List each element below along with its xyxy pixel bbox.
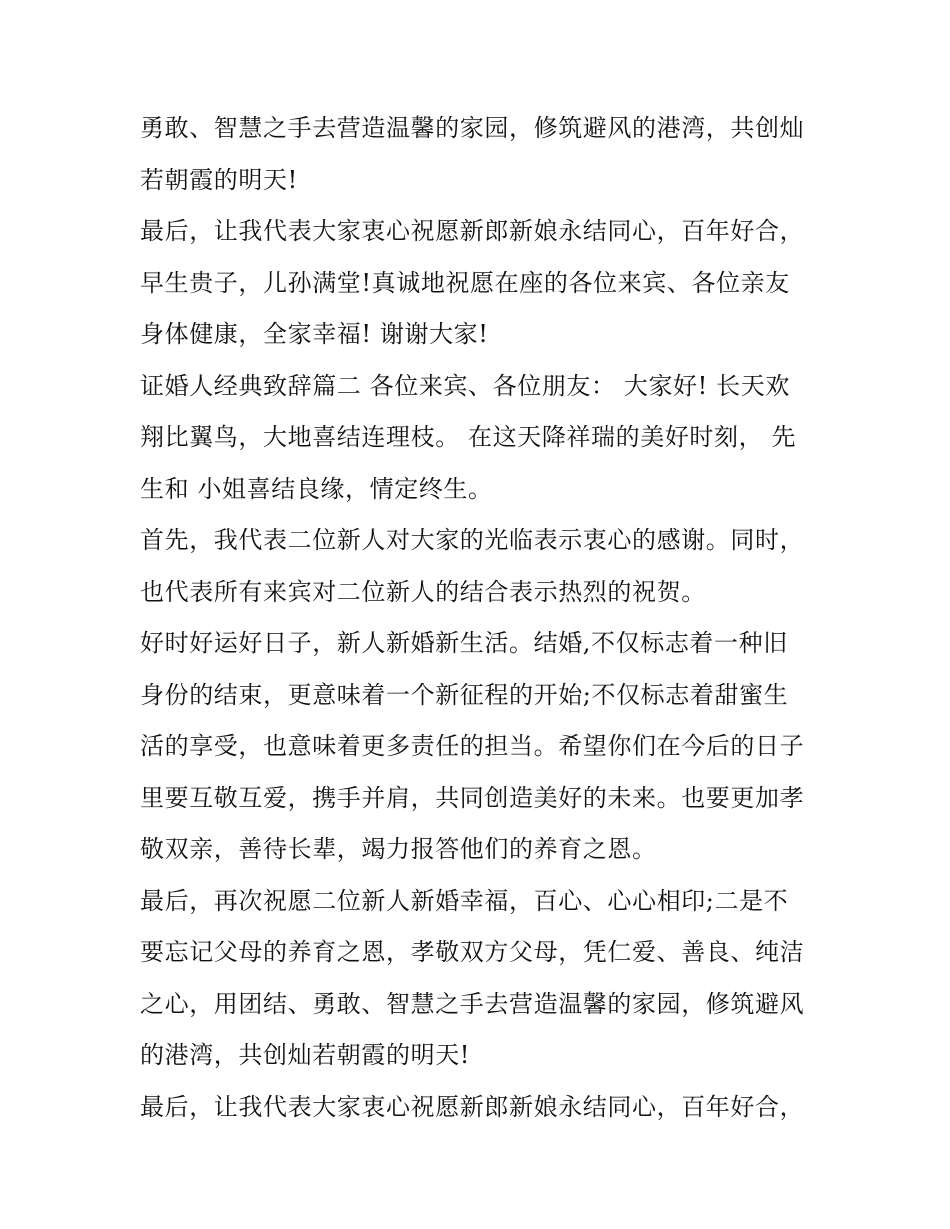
text-line: 最后，让我代表大家衷心祝愿新郎新娘永结同心，百年好合， [140,1092,805,1121]
text-line: 之心，用团结、勇敢、智慧之手去营造温馨的家园，修筑避风 [140,989,805,1018]
text-line: 身份的结束，更意味着一个新征程的开始;不仅标志着甜蜜生 [140,680,789,709]
text-line: 证婚人经典致辞篇二 各位来宾、各位朋友： 大家好! 长天欢 [140,371,790,400]
document-body [140,103,830,1133]
text-line: 若朝霞的明天! [140,165,298,194]
text-line: 生和 小姐喜结良缘，情定终生。 [140,474,493,503]
text-line: 的港湾，共创灿若朝霞的明天! [140,1041,471,1069]
text-line: 早生贵子，儿孙满堂!真诚地祝愿在座的各位来宾、各位亲友 [140,268,790,297]
text-line: 勇敢、智慧之手去营造温馨的家园，修筑避风的港湾，共创灿 [140,114,805,142]
text-line: 翔比翼鸟，大地喜结连理枝。 在这天降祥瑞的美好时刻， 先 [140,423,797,451]
text-line: 活的享受，也意味着更多责任的担当。希望你们在今后的日子 [140,732,805,760]
text-line: 最后，让我代表大家衷心祝愿新郎新娘永结同心，百年好合， [140,217,805,245]
text-line: 身体健康，全家幸福! 谢谢大家! [140,320,489,348]
text-line: 也代表所有来宾对二位新人的结合表示热烈的祝贺。 [140,577,706,606]
text-line: 首先，我代表二位新人对大家的光临表示衷心的感谢。同时， [140,526,805,554]
text-line: 好时好运好日子，新人新婚新生活。结婚,不仅标志着一种旧 [140,629,788,657]
text-line: 要忘记父母的养育之恩，孝敬双方父母，凭仁爱、善良、纯洁 [140,938,805,966]
text-line: 最后，再次祝愿二位新人新婚幸福，百心、心心相印;二是不 [140,886,789,915]
text-line: 里要互敬互爱，携手并肩，共同创造美好的未来。也要更加孝 [140,783,805,812]
text-line: 敬双亲，善待长辈，竭力报答他们的养育之恩。 [140,835,657,863]
